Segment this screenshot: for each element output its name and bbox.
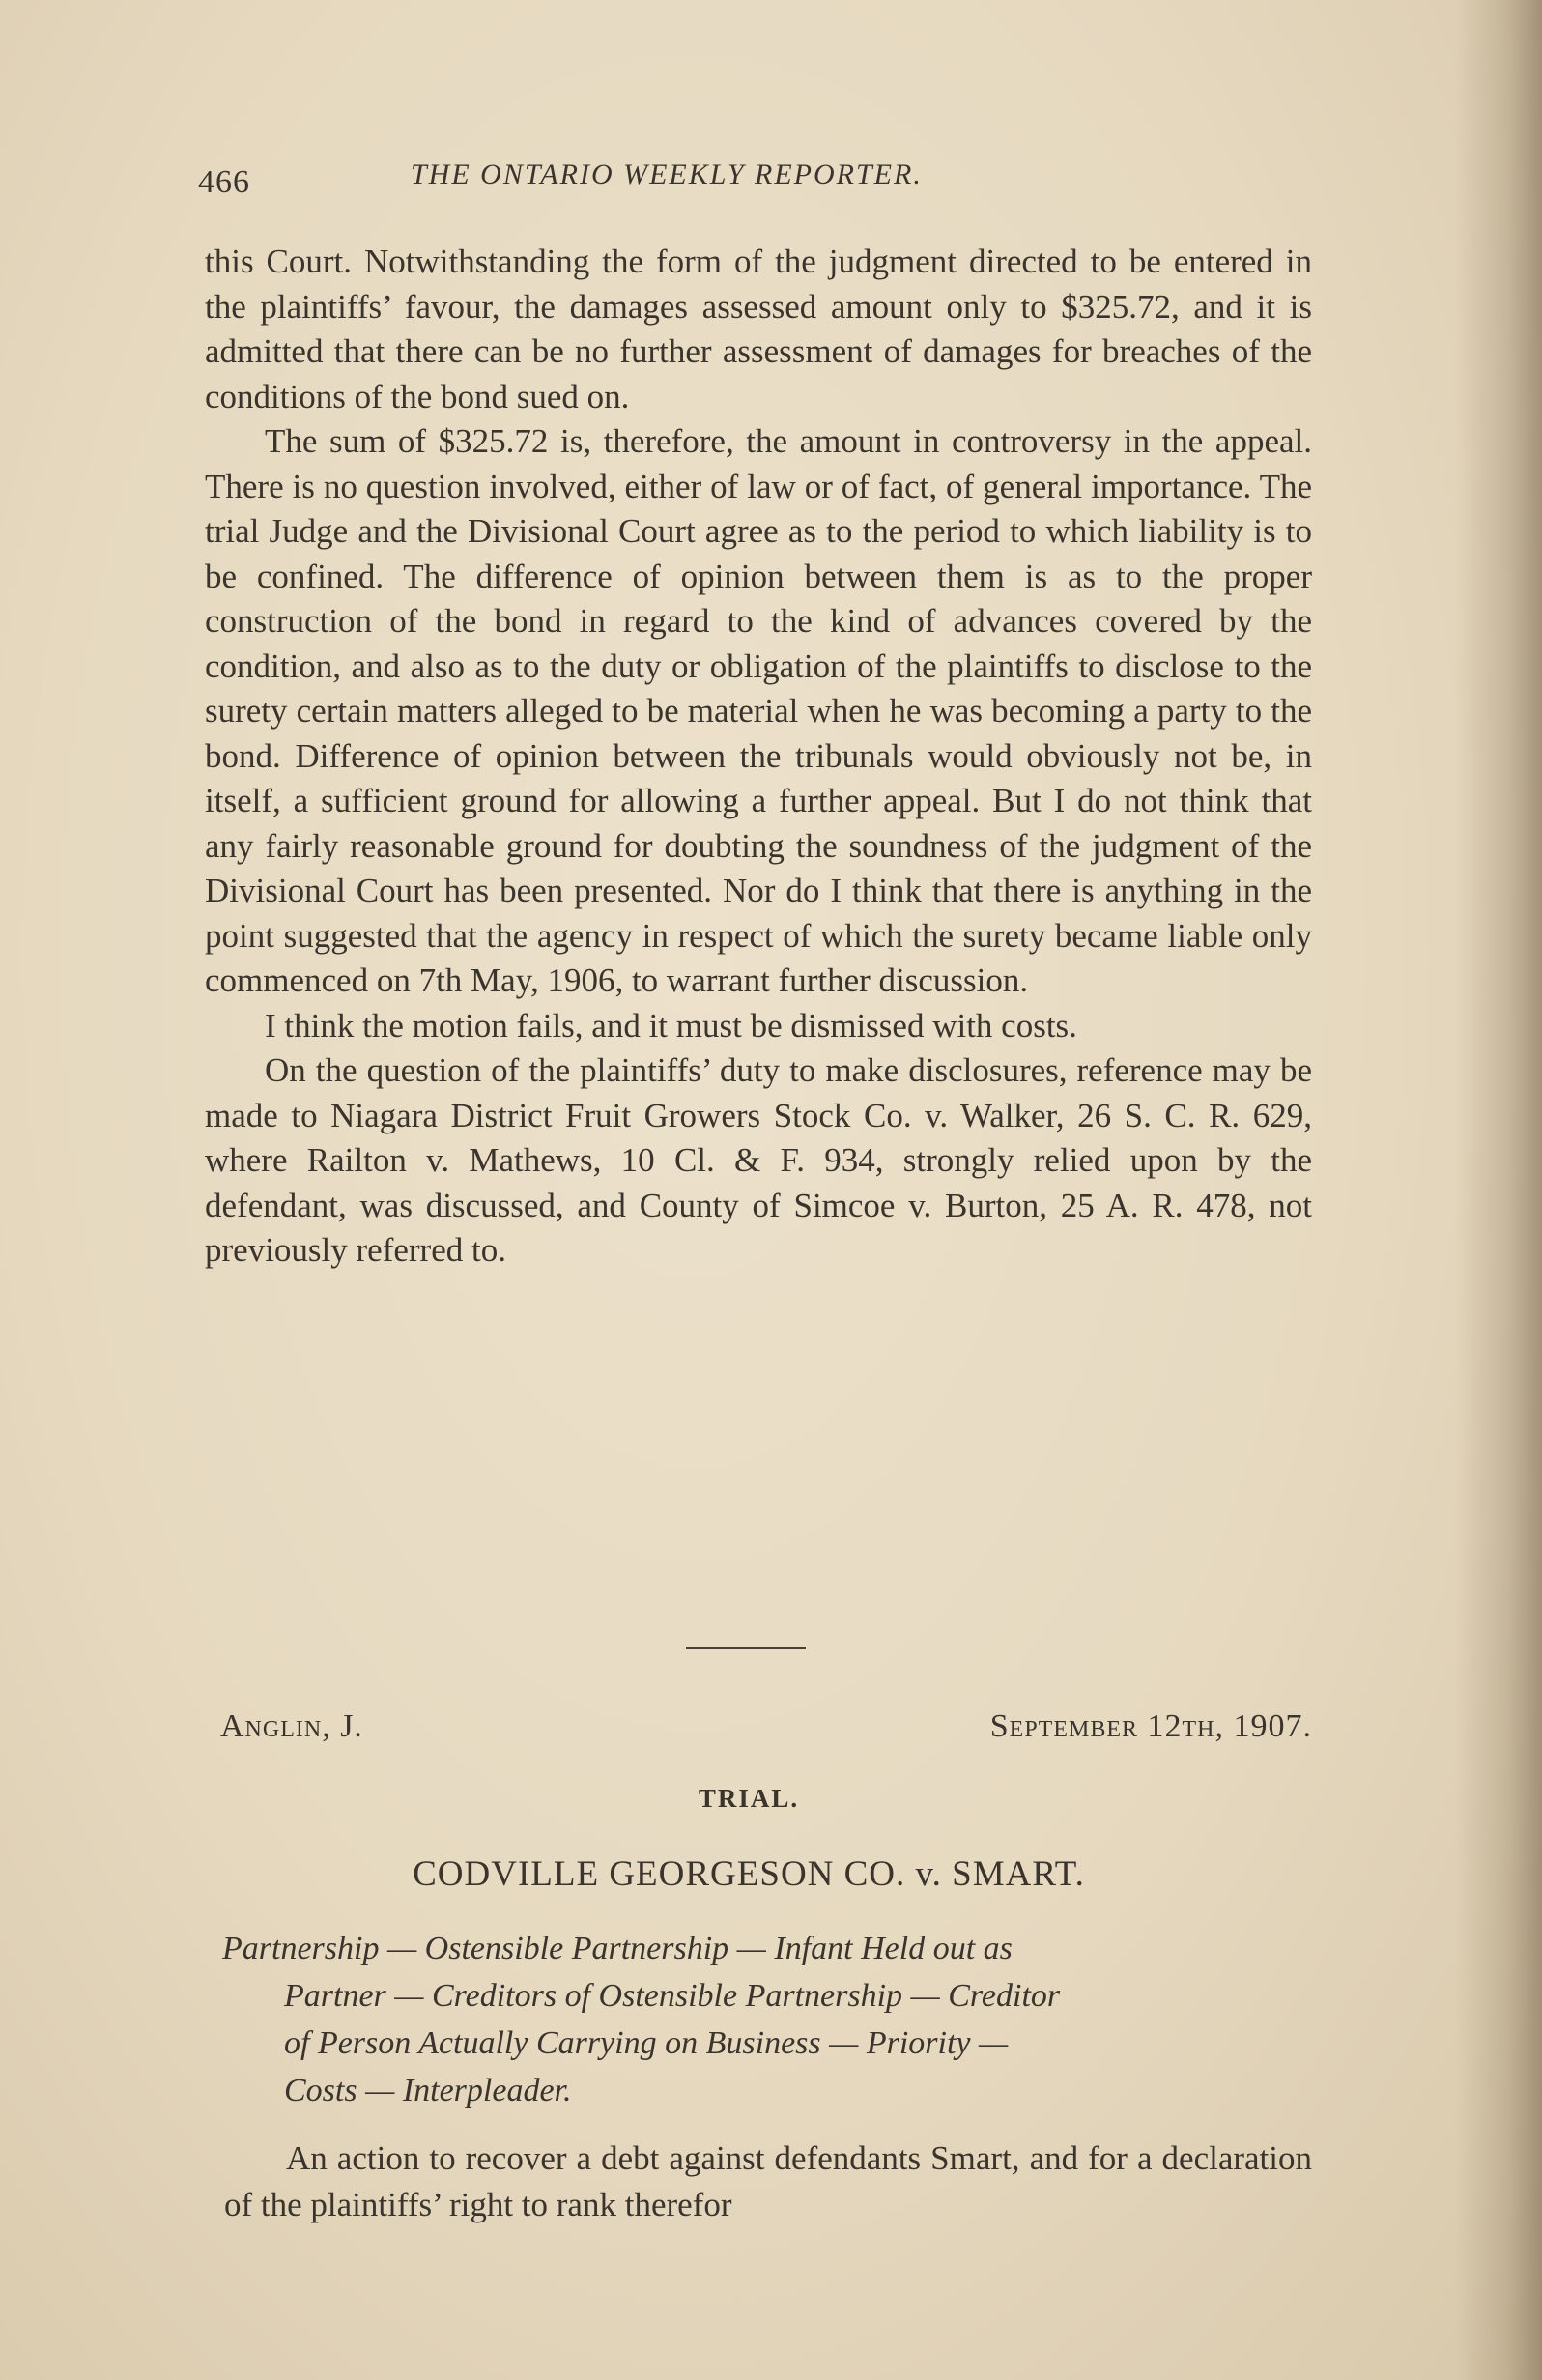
page-header xyxy=(198,157,1048,205)
headnote-line: Partnership — Ostensible Partnership — Infant Held out as xyxy=(222,1931,1013,1966)
section-divider xyxy=(686,1647,806,1649)
decision-date: September 12th, 1907. xyxy=(989,1708,1312,1744)
paragraph-disclosure: On the question of the plaintiffs’ duty to make disclosures, reference may be made to Niagara District Fruit Growers Stock Co. v. Walker, 26 S. C. R. 629, where Railton v. Mathews, 10 Cl. & F. 934, strongly relied upon by the defendant, was discussed, and County of Simcoe v. Burton, 25 A. R. 478, not previously referred to. xyxy=(205,1051,1312,1269)
judge-date-line xyxy=(220,1708,1312,1757)
paragraph-disposition: I think the motion fails, and it must be dismissed with costs. xyxy=(265,1006,1077,1045)
case-title: CODVILLE GEORGESON CO. v. SMART. xyxy=(413,1854,1085,1894)
paragraph-controversy: The sum of $325.72 is, therefore, the amount in controversy in the appeal. There is no question involved, either of law or of fact, of general importance. The trial Judge and the Divisional Court agree as to the period to which liability is to be confined. The difference of opinion between them is as to the proper construction of the bond in regard to the kind of advances covered by the condition, and also as to the duty or obligation of the plaintiffs to disclose to the surety certain matters alleged to be material when he was becoming a party to the bond. Difference of opinion between the tribunals would obviously not be, in itself, a sufficient ground for allowing a further appeal. But I do not think that any fairly reasonable ground for doubting the soundness of the judgment of the Divisional Court has been presented. Nor do I think that there is anything in the point suggested that the agency in respect of which the surety became liable only commenced on 7th May, 1906, to warrant further discussion. xyxy=(205,422,1312,999)
headnote-line: Costs — Interpleader. xyxy=(284,2073,572,2108)
headnote-line: of Person Actually Carrying on Business — Priority — xyxy=(284,2025,1009,2061)
judge-name: Anglin, J. xyxy=(220,1708,363,1744)
case-summary: An action to recover a debt against defendants Smart, and for a declaration of the plaintiffs’ right to rank therefor xyxy=(224,2139,1312,2223)
main-text xyxy=(205,240,1312,1274)
running-title: THE ONTARIO WEEKLY REPORTER. xyxy=(411,158,923,190)
page-edge-shadow xyxy=(1455,0,1542,2380)
proceeding-label: TRIAL. xyxy=(698,1784,800,1813)
headnote-line: Partner — Creditors of Ostensible Partnership — Creditor xyxy=(284,1978,1061,2014)
headnote xyxy=(222,1925,1312,2114)
paragraph-continuation: this Court. Notwithstanding the form of the judgment directed to be entered in the plaintiffs’ favour, the damages assessed amount only to $325.72, and it is admitted that there can be no further assessment of damages for breaches of the conditions of the bond sued on. xyxy=(205,243,1312,416)
page-number: 466 xyxy=(198,164,250,200)
